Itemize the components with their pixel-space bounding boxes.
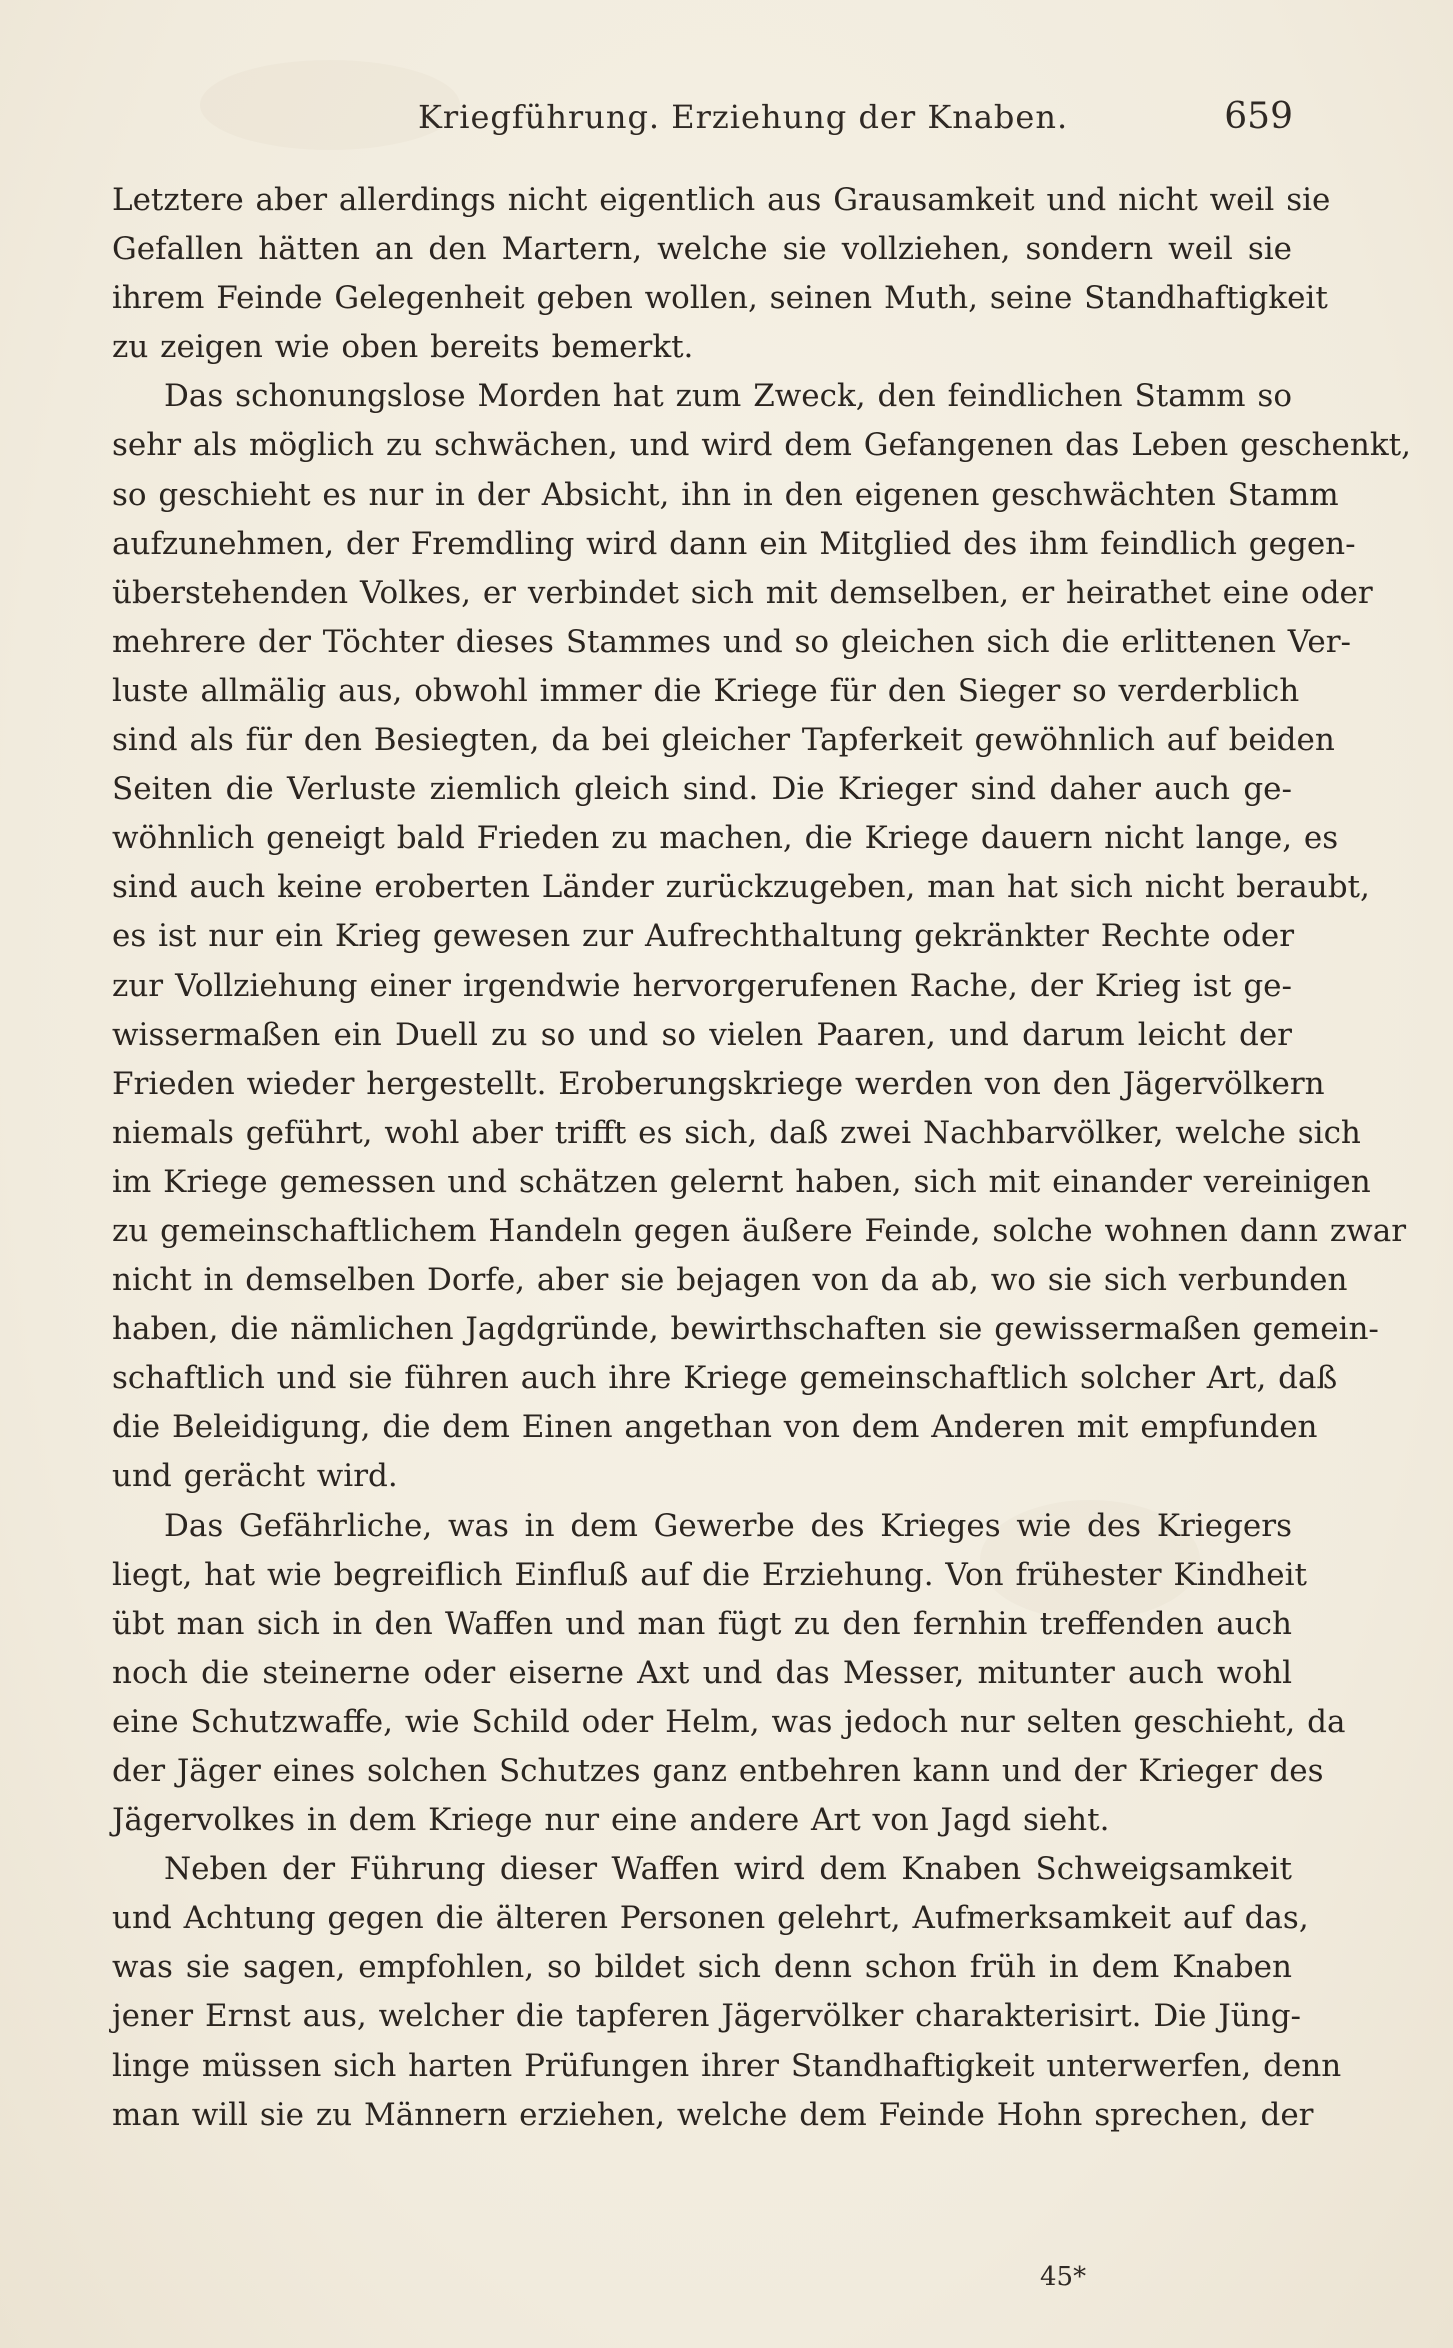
- text-line: aufzunehmen, der Fremdling wird dann ein Mitglied des ihm feindlich gegen-: [112, 525, 1356, 562]
- text-line: übt man sich in den Waffen und man fügt zu den fernhin treffenden auch: [112, 1605, 1292, 1642]
- text-line: Seiten die Verluste ziemlich gleich sind. Die Krieger sind daher auch ge-: [112, 771, 1292, 808]
- text-line: Das Gefährliche, was in dem Gewerbe des Krieges wie des Kriegers: [164, 1507, 1292, 1544]
- text-line: Das schonungslose Morden hat zum Zweck, den feindlichen Stamm so: [164, 378, 1292, 415]
- text-line: zur Vollziehung einer irgendwie hervorgerufenen Rache, der Krieg ist ge-: [112, 967, 1292, 1004]
- running-head: Kriegführung. Erziehung der Knaben.: [418, 98, 1069, 136]
- text-line: sehr als möglich zu schwächen, und wird dem Gefangenen das Leben geschenkt,: [112, 427, 1411, 464]
- text-line: Jägervolkes in dem Kriege nur eine andere Art von Jagd sieht.: [112, 1802, 1110, 1839]
- text-line: nicht in demselben Dorfe, aber sie bejagen von da ab, wo sie sich verbunden: [112, 1262, 1348, 1299]
- body-text: [112, 176, 1411, 2140]
- text-line: Frieden wieder hergestellt. Eroberungskriege werden von den Jägervölkern: [112, 1065, 1325, 1102]
- text-line: luste allmälig aus, obwohl immer die Kriege für den Sieger so verderblich: [112, 672, 1300, 709]
- text-line: man will sie zu Männern erziehen, welche dem Feinde Hohn sprechen, der: [112, 2096, 1314, 2133]
- text-line: eine Schutzwaffe, wie Schild oder Helm, was jedoch nur selten geschieht, da: [112, 1703, 1346, 1740]
- text-line: schaftlich und sie führen auch ihre Kriege gemeinschaftlich solcher Art, daß: [112, 1360, 1338, 1397]
- signature-mark: 45*: [1040, 2262, 1087, 2292]
- text-line: mehrere der Töchter dieses Stammes und so gleichen sich die erlittenen Ver-: [112, 623, 1351, 660]
- text-line: und gerächt wird.: [112, 1458, 398, 1495]
- text-line: im Kriege gemessen und schätzen gelernt haben, sich mit einander vereinigen: [112, 1163, 1371, 1200]
- text-line: Letztere aber allerdings nicht eigentlich aus Grausamkeit und nicht weil sie: [112, 182, 1331, 218]
- page-number: 659: [1224, 96, 1293, 137]
- text-line: der Jäger eines solchen Schutzes ganz entbehren kann und der Krieger des: [112, 1753, 1324, 1789]
- text-line: was sie sagen, empfohlen, so bildet sich denn schon früh in dem Knaben: [112, 1949, 1292, 1986]
- text-line: linge müssen sich harten Prüfungen ihrer Standhaftigkeit unterwerfen, denn: [112, 2047, 1342, 2084]
- text-line: niemals geführt, wohl aber trifft es sich, daß zwei Nachbarvölker, welche sich: [112, 1114, 1361, 1151]
- text-line: liegt, hat wie begreiflich Einfluß auf die Erziehung. Von frühester Kindheit: [112, 1556, 1307, 1593]
- text-line: überstehenden Volkes, er verbindet sich mit demselben, er heirathet eine oder: [112, 574, 1373, 611]
- text-line: die Beleidigung, die dem Einen angethan von dem Anderen mit empfunden: [112, 1409, 1318, 1446]
- text-line: noch die steinerne oder eiserne Axt und das Messer, mitunter auch wohl: [112, 1654, 1292, 1691]
- text-line: Neben der Führung dieser Waffen wird dem Knaben Schweigsamkeit: [164, 1851, 1292, 1888]
- text-line: zu gemeinschaftlichem Handeln gegen äußere Feinde, solche wohnen dann zwar: [112, 1212, 1407, 1249]
- text-line: sind als für den Besiegten, da bei gleicher Tapferkeit gewöhnlich auf beiden: [112, 722, 1335, 759]
- text-line: Gefallen hätten an den Martern, welche sie vollziehen, sondern weil sie: [112, 231, 1292, 268]
- text-line: sind auch keine eroberten Länder zurückzugeben, man hat sich nicht beraubt,: [112, 869, 1370, 906]
- text-line: wöhnlich geneigt bald Frieden zu machen, die Kriege dauern nicht lange, es: [112, 820, 1339, 857]
- text-line: wissermaßen ein Duell zu so und so vielen Paaren, und darum leicht der: [112, 1016, 1292, 1053]
- text-line: so geschieht es nur in der Absicht, ihn in den eigenen geschwächten Stamm: [112, 476, 1339, 513]
- text-line: und Achtung gegen die älteren Personen gelehrt, Aufmerksamkeit auf das,: [112, 1900, 1309, 1937]
- text-line: haben, die nämlichen Jagdgründe, bewirthschaften sie gewissermaßen gemein-: [112, 1311, 1379, 1348]
- text-line: es ist nur ein Krieg gewesen zur Aufrechthaltung gekränkter Rechte oder: [112, 918, 1295, 955]
- text-line: jener Ernst aus, welcher die tapferen Jägervölker charakterisirt. Die Jüng-: [112, 1998, 1302, 2035]
- text-line: ihrem Feinde Gelegenheit geben wollen, seinen Muth, seine Standhaftigkeit: [112, 280, 1328, 317]
- text-line: zu zeigen wie oben bereits bemerkt.: [112, 329, 694, 366]
